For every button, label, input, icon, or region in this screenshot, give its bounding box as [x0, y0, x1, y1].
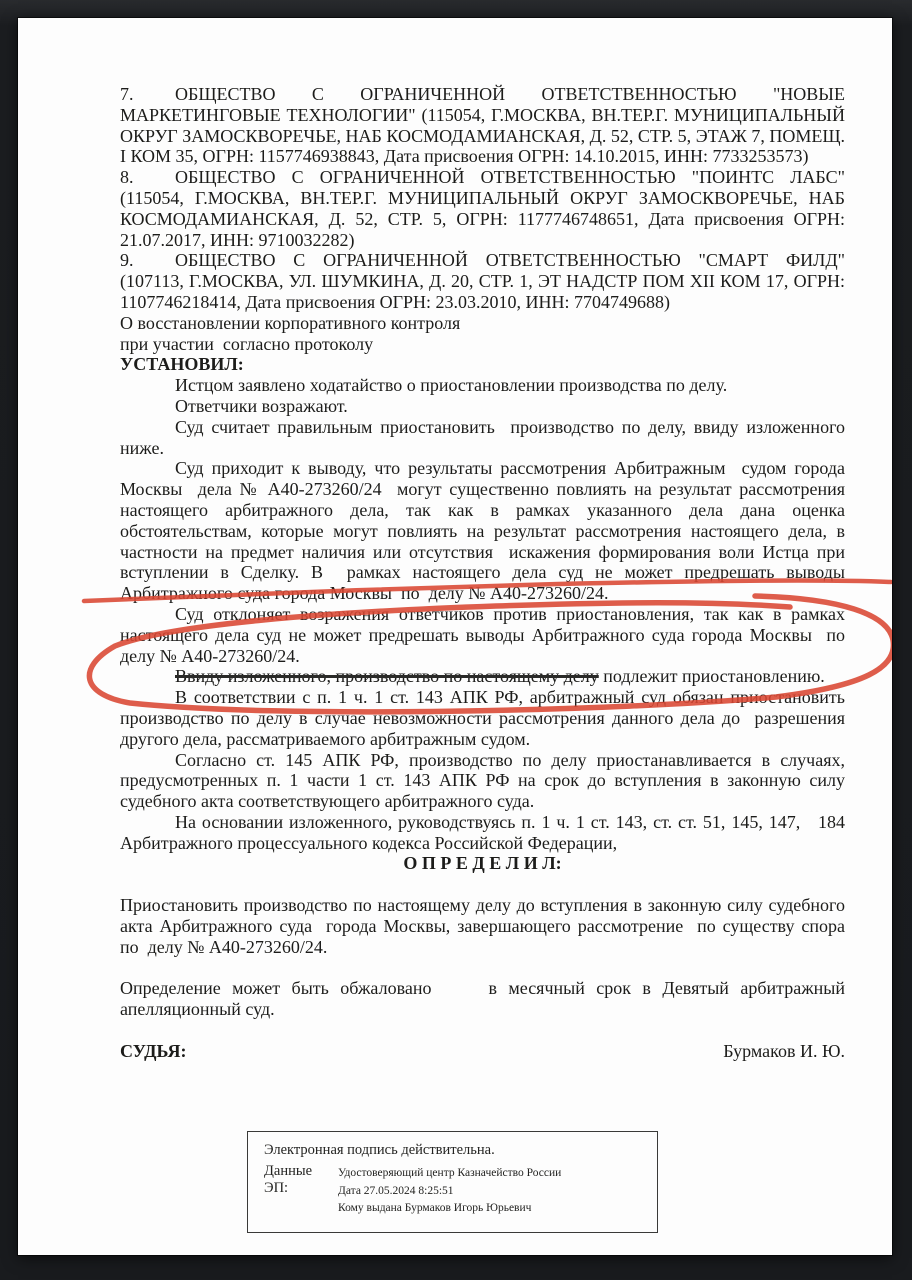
signature-authority: Удостоверяющий центр Казначейство России	[338, 1167, 562, 1179]
paragraph-court-conclusion: Суд приходит к выводу, что результаты рассмотрения Арбитражным судом города Москвы дела № А40-273260/24 могут существенно повлиять на результат рассмотрения настоящего арбитражного дела, так как в рамках указанного дела дана оценка обстоятельствам, которые могут повлиять на результат рассмотрения настоящего дела, в частности на предмет наличия или отсутствия искажения формирования воли Истца при вступлении в Сделку. В рамках настоящего дела суд не может предрешать выводы Арбитражного суда города Москвы по делу № А40-273260/24.	[120, 458, 845, 604]
party-number: 7.	[120, 84, 134, 104]
signature-valid-line: Электронная подпись действительна.	[264, 1142, 495, 1158]
signature-details	[338, 1163, 561, 1218]
paragraph-legal-basis: На основании изложенного, руководствуясь п. 1 ч. 1 ст. 143, ст. ст. 51, 145, 147, 184 Арбитражного процессуального кодекса Российской Федерации,	[120, 811, 845, 853]
case-subject-line: О восстановлении корпоративного контроля	[120, 312, 461, 333]
paragraph-motion: Истцом заявлено ходатайство о приостановлении производства по делу.	[175, 375, 728, 396]
judge-name: Бурмаков И. Ю.	[723, 1040, 845, 1061]
document-text	[18, 18, 892, 1061]
spacer	[120, 874, 845, 895]
paragraph-apk-143: В соответствии с п. 1 ч. 1 ст. 143 АПК РФ, арбитражный суд обязан приостановить производство по делу в случае невозможности рассмотрения данного дела до разрешения другого дела, рассматриваемого арбитражным судом.	[120, 687, 845, 749]
party-number: 8.	[120, 167, 134, 188]
party-entry-9	[120, 250, 845, 312]
paragraph-with-strikethrough	[120, 666, 845, 687]
signature-stamp	[247, 1131, 658, 1233]
paragraph-resolution: Приостановить производство по настоящему делу до вступления в законную силу судебного акта Арбитражного суда города Москвы, завершающего рассмотрение по существу спора по делу № А40-273260/24.	[120, 895, 845, 957]
party-number: 9.	[120, 250, 134, 271]
party-text: ОБЩЕСТВО С ОГРАНИЧЕННОЙ ОТВЕТСТВЕННОСТЬЮ "ПОИНТС ЛАБС" (115054, Г.МОСКВА, ВН.ТЕР.Г. МУНИЦИПАЛЬНЫЙ ОКРУГ ЗАМОСКВОРЕЧЬЕ, НАБ КОСМОДАМИАНСКАЯ, Д. 52, СТР. 5, ОГРН: 1177746748651, Дата присвоения ОГРН: 21.07.2017, ИНН: 9710032282)	[120, 167, 845, 250]
signature-issued-to: Кому выдана Бурмаков Игорь Юрьевич	[338, 1202, 532, 1214]
judge-label: СУДЬЯ:	[120, 1040, 187, 1061]
party-entry-8	[120, 167, 845, 250]
signature-date: Дата 27.05.2024 8:25:51	[338, 1184, 454, 1197]
paragraph-apk-145: Согласно ст. 145 АПК РФ, производство по делу приостанавливается в случаях, предусмотренных п. 1 части 1 ст. 143 АПК РФ на срок до вступления в законную силу судебного акта соответствующего арбитражного суда.	[120, 749, 845, 812]
spacer	[120, 957, 845, 978]
signature-details-row	[264, 1163, 645, 1218]
participation-line: при участии согласно протоколу	[120, 333, 374, 354]
signature-data-label: Данные ЭП:	[264, 1163, 313, 1196]
heading-established: УСТАНОВИЛ:	[120, 354, 244, 375]
struck-text: Ввиду изложенного, производство по настоящему делу	[175, 666, 599, 687]
party-text: ОБЩЕСТВО С ОГРАНИЧЕННОЙ ОТВЕТСТВЕННОСТЬЮ "НОВЫЕ МАРКЕТИНГОВЫЕ ТЕХНОЛОГИИ" (115054, Г.МОСКВА, ВН.ТЕР.Г. МУНИЦИПАЛЬНЫЙ ОКРУГ ЗАМОСКВОРЕЧЬЕ, НАБ КОСМОДАМИАНСКАЯ, Д. 52, СТР. 5, ЭТАЖ 7, ПОМЕЩ. I КОМ 35, ОГРН: 1157746938843, Дата присвоения ОГРН: 14.10.2015, ИНН: 7733253573)	[120, 84, 845, 167]
paragraph-circled-by-pen: Суд отклоняет возражения ответчиков против приостановления, так как в рамках настоящего дела суд не может предрешать выводы Арбитражного суда города Москвы по делу № А40-273260/24.	[120, 603, 845, 666]
heading-resolved: О П Р Е Д Е Л И Л:	[403, 853, 562, 874]
document-page	[18, 18, 892, 1255]
paragraph-court-opinion: Суд считает правильным приостановить производство по делу, ввиду изложенного ниже.	[120, 416, 845, 458]
unstruck-text: подлежит приостановлению.	[598, 666, 825, 687]
party-entry-7	[120, 84, 845, 167]
paragraph-appeal: Определение может быть обжаловано в месячный срок в Девятый арбитражный апелляционный суд.	[120, 978, 845, 1020]
party-text: ОБЩЕСТВО С ОГРАНИЧЕННОЙ ОТВЕТСТВЕННОСТЬЮ "СМАРТ ФИЛД" (107113, Г.МОСКВА, УЛ. ШУМКИНА, Д. 20, СТР. 1, ЭТ НАДСТР ПОМ XII КОМ 17, ОГРН: 1107746218414, Дата присвоения ОГРН: 23.03.2010, ИНН: 7704749688)	[120, 250, 845, 312]
paragraph-objection: Ответчики возражают.	[175, 395, 348, 416]
spacer	[120, 1020, 845, 1041]
judge-row	[120, 1041, 845, 1062]
